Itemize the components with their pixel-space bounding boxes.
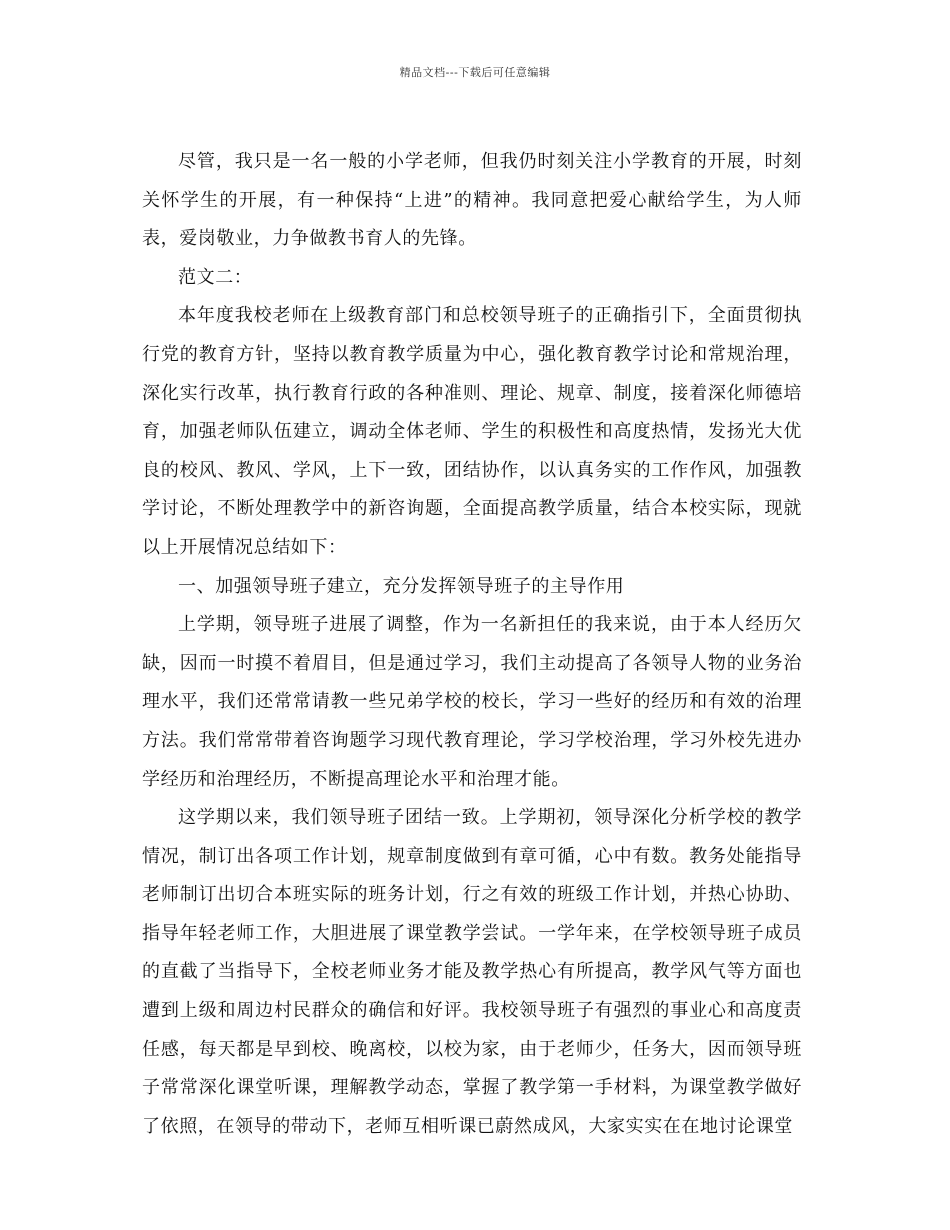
paragraph: 尽管，我只是一名一般的小学老师，但我仍时刻关注小学教育的开展，时刻关怀学生的开展，有一种保持“上进”的精神。我同意把爱心献给学生，为人师表，爱岗敬业，力争做教书育人的先锋。 <box>142 151 802 250</box>
section-label: 范文二： <box>178 266 253 288</box>
section-heading: 一、加强领导班子建立，充分发挥领导班子的主导作用 <box>178 575 625 597</box>
paragraph: 这学期以来，我们领导班子团结一致。上学期初，领导深化分析学校的教学情况，制订出各项工作计划，规章制度做到有章可循，心中有数。教务处能指导老师制订出切合本班实际的班务计划，行之有效的班级工作计划，并热心协助、指导年轻老师工作，大胆进展了课堂教学尝试。一学年来，在学校领导班子成员的直截了当指导下，全校老师业务才能及教学热心有所提高，教学风气等方面也遭到上级和周边村民群众的确信和好评。我校领导班子有强烈的事业心和高度责任感，每天都是早到校、晚离校，以校为家，由于老师少，任务大，因而领导班子常常深化课堂听课，理解教学动态，掌握了教学第一手材料，为课堂教学做好了依照，在领导的带动下，老师互相听课已蔚然成风，大家实实在在地讨论课堂 <box>142 807 802 1137</box>
paragraph: 上学期，领导班子进展了调整，作为一名新担任的我来说，由于本人经历欠缺，因而一时摸不着眉目，但是通过学习，我们主动提高了各领导人物的业务治理水平，我们还常常请教一些兄弟学校的校长，学习一些好的经历和有效的治理方法。我们常常带着咨询题学习现代教育理论，学习学校治理，学习外校先进办学经历和治理经历，不断提高理论水平和治理才能。 <box>142 614 802 790</box>
page-header: 精品文档---下载后可任意编辑 <box>399 66 551 79</box>
paragraph: 本年度我校老师在上级教育部门和总校领导班子的正确指引下，全面贯彻执行党的教育方针，坚持以教育教学质量为中心，强化教育教学讨论和常规治理，深化实行改革，执行教育行政的各种准则、理论、规章、制度，接着深化师德培育，加强老师队伍建立，调动全体老师、学生的积极性和高度热情，发扬光大优良的校风、教风、学风，上下一致，团结协作，以认真务实的工作作风，加强教学讨论，不断处理教学中的新咨询题，全面提高教学质量，结合本校实际，现就以上开展情况总结如下： <box>142 305 802 558</box>
document-body <box>142 143 802 1146</box>
